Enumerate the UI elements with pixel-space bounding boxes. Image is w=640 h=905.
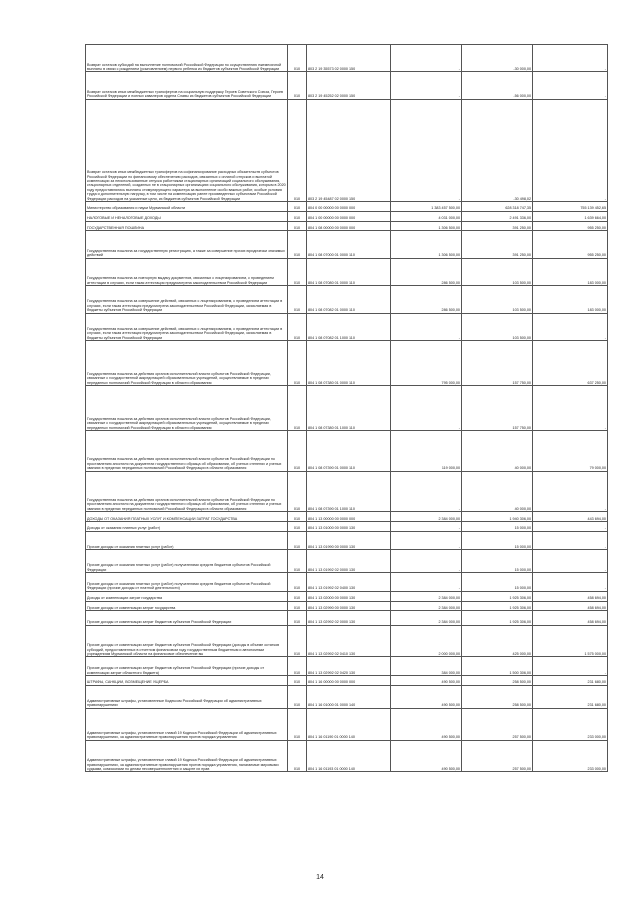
row-name-cell: Прочие доходы от компенсации затрат бюджетов субъектов Российской Федерации: [86, 611, 288, 625]
revenue-table: [85, 44, 608, 772]
row-kbk-cell: 804 1 13 02992 02 0410 130: [307, 625, 391, 657]
row-executed-cell: 425 000,00: [462, 625, 533, 657]
table-row: [86, 471, 608, 512]
row-code-cell: 010: [288, 221, 307, 231]
table-row: [86, 340, 608, 385]
row-name-cell: Прочие доходы от оказания платных услуг (работ) получателями средств бюджетов субъектов Российской Федерации: [86, 550, 288, 573]
row-executed-cell: 15 000,00: [462, 521, 533, 531]
row-executed-cell: 157 750,00: [462, 340, 533, 385]
row-unexecuted-cell: -: [533, 550, 608, 573]
row-name-cell: Возврат остатков иных межбюджетных трансфертов на софинансирование расходных обязательств субъектов Российской Федерации по финансовому обеспечению расходов, связанных с оплатой отпусков и выплатой компенсации за неиспользованные отпуска работникам стационарных организаций социального обслуживания, стационарных отделений, созданных не в стационарных организациях социального обслуживания, которым в 2020 году предоставлялись выплаты стимулирующего характера за выполнение особо важных работ, особые условия труда и дополнительную нагрузку, в том числе на компенсацию ранее произведенных субъектами Российской Федерации расходов на указанные цели, из бюджетов субъектов Российской Федерации: [86, 99, 288, 201]
row-approved-cell: -: [391, 385, 462, 430]
row-executed-cell: 15 000,00: [462, 531, 533, 550]
row-name-cell: Министерство образования и науки Мурманской области: [86, 201, 288, 211]
row-name-cell: Возврат остатков иных межбюджетных трансфертов на социальную поддержку Героев Советского Союза, Героев Российской Федерации и полных кавалеров ордена Славы из бюджетов субъектов Российской Федерации: [86, 72, 288, 99]
row-kbk-cell: 804 1 16 00000 00 0000 000: [307, 676, 391, 686]
row-executed-cell: 391 250,00: [462, 221, 533, 231]
row-name-cell: ГОСУДАРСТВЕННАЯ ПОШЛИНА: [86, 221, 288, 231]
row-approved-cell: 1 306 500,00: [391, 221, 462, 231]
row-kbk-cell: 804 1 13 02000 00 0000 130: [307, 591, 391, 601]
row-code-cell: 010: [288, 657, 307, 676]
row-kbk-cell: 803 2 19 45487 02 0000 150: [307, 99, 391, 201]
table-row: [86, 211, 608, 221]
row-unexecuted-cell: 458 694,00: [533, 591, 608, 601]
table-row: [86, 657, 608, 676]
row-kbk-cell: 804 1 08 07000 01 0000 110: [307, 231, 391, 258]
row-name-cell: ДОХОДЫ ОТ ОКАЗАНИЯ ПЛАТНЫХ УСЛУГ И КОМПЕНСАЦИИ ЗАТРАТ ГОСУДАРСТВА: [86, 512, 288, 522]
row-kbk-cell: 804 1 13 02990 00 0000 130: [307, 601, 391, 611]
row-executed-cell: -30 498,02: [462, 99, 533, 201]
row-code-cell: 010: [288, 201, 307, 211]
row-kbk-cell: 804 1 08 07380 01 1000 110: [307, 385, 391, 430]
row-code-cell: 010: [288, 430, 307, 471]
row-executed-cell: 1 925 306,00: [462, 601, 533, 611]
row-executed-cell: 157 750,00: [462, 385, 533, 430]
row-executed-cell: 1 500 306,00: [462, 657, 533, 676]
table-row: [86, 201, 608, 211]
revenue-table-body: [86, 45, 608, 772]
row-kbk-cell: 804 1 13 02992 02 0420 130: [307, 657, 391, 676]
row-name-cell: Прочие доходы от компенсации затрат бюджетов субъектов Российской Федерации (доходы в объеме остатков субсидий, предоставленных в отчетном финансовом году государственным бюджетным и автономным учреждениям Мурманской области на финансовое обеспечение вы: [86, 625, 288, 657]
row-unexecuted-cell: 183 000,00: [533, 286, 608, 313]
row-approved-cell: -: [391, 72, 462, 99]
row-approved-cell: 2 384 000,00: [391, 601, 462, 611]
row-code-cell: 010: [288, 601, 307, 611]
row-approved-cell: 1 306 500,00: [391, 231, 462, 258]
table-row: [86, 685, 608, 708]
row-kbk-cell: 804 1 16 01000 01 0000 140: [307, 685, 391, 708]
row-code-cell: 010: [288, 676, 307, 686]
row-approved-cell: 286 500,00: [391, 286, 462, 313]
row-approved-cell: -: [391, 573, 462, 592]
table-row: [86, 625, 608, 657]
row-name-cell: ШТРАФЫ, САНКЦИИ, ВОЗМЕЩЕНИЕ УЩЕРБА: [86, 676, 288, 686]
row-code-cell: 010: [288, 685, 307, 708]
row-code-cell: 010: [288, 573, 307, 592]
row-approved-cell: 119 000,00: [391, 430, 462, 471]
table-row: [86, 72, 608, 99]
row-approved-cell: 490 500,00: [391, 708, 462, 740]
row-code-cell: 010: [288, 286, 307, 313]
row-approved-cell: -: [391, 550, 462, 573]
table-row: [86, 286, 608, 313]
row-approved-cell: 2 384 000,00: [391, 611, 462, 625]
row-name-cell: Административные штрафы, установленные главой 19 Кодекса Российской Федерации об административных правонарушениях, за административные правонарушения против порядка управления: [86, 708, 288, 740]
row-unexecuted-cell: 183 000,00: [533, 258, 608, 285]
row-approved-cell: 490 500,00: [391, 676, 462, 686]
table-row: [86, 385, 608, 430]
row-unexecuted-cell: -: [533, 99, 608, 201]
row-code-cell: 010: [288, 471, 307, 512]
row-executed-cell: 103 500,00: [462, 313, 533, 340]
row-approved-cell: -: [391, 99, 462, 201]
row-approved-cell: -: [391, 45, 462, 72]
row-approved-cell: 1 383 457 500,00: [391, 201, 462, 211]
row-unexecuted-cell: 79 000,00: [533, 430, 608, 471]
row-executed-cell: 15 000,00: [462, 573, 533, 592]
row-unexecuted-cell: 231 680,00: [533, 676, 608, 686]
row-executed-cell: 15 000,00: [462, 550, 533, 573]
row-kbk-cell: 803 2 19 35573 02 0000 150: [307, 45, 391, 72]
row-kbk-cell: 803 2 19 45252 02 0000 150: [307, 72, 391, 99]
table-row: [86, 221, 608, 231]
row-executed-cell: 257 500,00: [462, 740, 533, 772]
row-kbk-cell: 804 1 16 01193 01 0000 140: [307, 740, 391, 772]
row-kbk-cell: 804 1 08 07082 01 0000 110: [307, 286, 391, 313]
table-row: [86, 521, 608, 531]
row-name-cell: Прочие доходы от оказания платных услуг (работ) получателями средств бюджетов субъектов Российской Федерации (прочие доходы от платной деятельности): [86, 573, 288, 592]
row-executed-cell: 1 925 306,00: [462, 591, 533, 601]
row-executed-cell: 40 000,00: [462, 471, 533, 512]
row-unexecuted-cell: 1 639 664,00: [533, 211, 608, 221]
table-row: [86, 512, 608, 522]
row-code-cell: 010: [288, 521, 307, 531]
row-kbk-cell: 804 1 08 00000 00 0000 000: [307, 221, 391, 231]
row-unexecuted-cell: -: [533, 657, 608, 676]
row-executed-cell: 391 250,00: [462, 231, 533, 258]
row-kbk-cell: 804 0 00 00000 00 0000 000: [307, 201, 391, 211]
table-row: [86, 708, 608, 740]
page-number: 14: [316, 874, 324, 881]
row-approved-cell: 490 500,00: [391, 685, 462, 708]
row-unexecuted-cell: -: [533, 385, 608, 430]
row-approved-cell: 2 384 000,00: [391, 512, 462, 522]
table-row: [86, 740, 608, 772]
row-kbk-cell: 804 1 13 01000 00 0000 130: [307, 521, 391, 531]
table-row: [86, 573, 608, 592]
row-name-cell: Государственная пошлина за повторную выдачу документов, связанных с лицензированием, с проведением аттестации в случаях, если такая аттестация предусмотрена законодательством Российской Федерации: [86, 258, 288, 285]
row-code-cell: 010: [288, 313, 307, 340]
table-row: [86, 231, 608, 258]
row-unexecuted-cell: 458 694,00: [533, 601, 608, 611]
row-approved-cell: 286 500,00: [391, 258, 462, 285]
row-name-cell: Государственная пошлина за действия органов исполнительной власти субъектов Российской Федерации, связанные с государственной аккредитацией образовательных учреждений, осуществляемые в пределах переданных полномочий Российской Федерации в области образования: [86, 340, 288, 385]
row-kbk-cell: 804 1 13 01992 02 0000 130: [307, 550, 391, 573]
table-row: [86, 591, 608, 601]
row-unexecuted-cell: 955 250,00: [533, 221, 608, 231]
row-unexecuted-cell: 637 250,00: [533, 340, 608, 385]
row-code-cell: 010: [288, 550, 307, 573]
row-code-cell: 010: [288, 740, 307, 772]
table-row: [86, 611, 608, 625]
row-executed-cell: 40 000,00: [462, 430, 533, 471]
row-executed-cell: 2 491 336,00: [462, 211, 533, 221]
row-approved-cell: 2 384 000,00: [391, 591, 462, 601]
row-executed-cell: 103 500,00: [462, 258, 533, 285]
row-approved-cell: 384 000,00: [391, 657, 462, 676]
row-unexecuted-cell: 458 694,00: [533, 611, 608, 625]
row-kbk-cell: 804 1 08 07390 01 1000 110: [307, 471, 391, 512]
row-approved-cell: -: [391, 531, 462, 550]
row-code-cell: 010: [288, 231, 307, 258]
row-executed-cell: 628 318 747,35: [462, 201, 533, 211]
row-unexecuted-cell: 233 000,00: [533, 740, 608, 772]
row-name-cell: Прочие доходы от компенсации затрат государства: [86, 601, 288, 611]
row-name-cell: Государственная пошлина за действия органов исполнительной власти субъектов Российской Федерации по проставлению апостиля на документах государственного образца об образовании, об ученых степенях и ученых званиях в пределах переданных полномочий Российской Федерации в области образования: [86, 471, 288, 512]
row-executed-cell: 103 500,00: [462, 286, 533, 313]
row-code-cell: 010: [288, 45, 307, 72]
row-kbk-cell: 804 1 13 00000 00 0000 000: [307, 512, 391, 522]
row-unexecuted-cell: -: [533, 531, 608, 550]
row-unexecuted-cell: -: [533, 521, 608, 531]
row-name-cell: Прочие доходы от оказания платных услуг (работ): [86, 531, 288, 550]
row-kbk-cell: 804 1 00 00000 00 0000 000: [307, 211, 391, 221]
row-kbk-cell: 804 1 13 01990 00 0000 130: [307, 531, 391, 550]
table-row: [86, 313, 608, 340]
row-approved-cell: 795 000,00: [391, 340, 462, 385]
row-code-cell: 010: [288, 99, 307, 201]
row-code-cell: 010: [288, 591, 307, 601]
row-code-cell: 010: [288, 625, 307, 657]
table-row: [86, 550, 608, 573]
row-name-cell: Государственная пошлина за действия органов исполнительной власти субъектов Российской Федерации по проставлению апостиля на документах государственного образца об образовании, об ученых степенях и ученых званиях в пределах переданных полномочий Российской Федерации в области образования: [86, 430, 288, 471]
row-name-cell: Государственная пошлина за государственную регистрацию, а также за совершение прочих юридически значимых действий: [86, 231, 288, 258]
row-code-cell: 010: [288, 708, 307, 740]
row-unexecuted-cell: 443 694,00: [533, 512, 608, 522]
row-executed-cell: 258 500,00: [462, 685, 533, 708]
row-executed-cell: 257 500,00: [462, 708, 533, 740]
row-unexecuted-cell: 755 139 452,65: [533, 201, 608, 211]
row-name-cell: Государственная пошлина за совершение действий, связанных с лицензированием, с проведением аттестации в случаях, если такая аттестация предусмотрена законодательством Российской Федерации, зачисляемая в бюджеты субъектов Российской Федерации: [86, 313, 288, 340]
table-row: [86, 258, 608, 285]
row-code-cell: 010: [288, 611, 307, 625]
row-unexecuted-cell: -: [533, 45, 608, 72]
row-code-cell: 010: [288, 72, 307, 99]
row-unexecuted-cell: -: [533, 313, 608, 340]
row-unexecuted-cell: 233 000,00: [533, 708, 608, 740]
row-code-cell: 010: [288, 340, 307, 385]
row-approved-cell: -: [391, 471, 462, 512]
row-kbk-cell: 804 1 13 02992 02 0000 130: [307, 611, 391, 625]
row-code-cell: 010: [288, 531, 307, 550]
row-kbk-cell: 804 1 16 01190 01 0000 140: [307, 708, 391, 740]
row-name-cell: Доходы от оказания платных услуг (работ): [86, 521, 288, 531]
row-approved-cell: 4 031 000,00: [391, 211, 462, 221]
row-unexecuted-cell: -: [533, 72, 608, 99]
row-executed-cell: -56 000,00: [462, 72, 533, 99]
row-code-cell: 010: [288, 258, 307, 285]
row-name-cell: Административные штрафы, установленные главой 19 Кодекса Российской Федерации об административных правонарушениях, за административные правонарушения против порядка управления, налагаемые мировыми судьями, комиссиями по делам несовершеннолетних и защите их прав: [86, 740, 288, 772]
row-name-cell: Возврат остатков субсидий на выполнение полномочий Российской Федерации по осуществлению ежемесячной выплаты в связи с рождением (усыновлением) первого ребенка из бюджетов субъектов Российской Федерации: [86, 45, 288, 72]
table-row: [86, 99, 608, 201]
row-approved-cell: -: [391, 521, 462, 531]
row-unexecuted-cell: -: [533, 573, 608, 592]
row-unexecuted-cell: 231 680,00: [533, 685, 608, 708]
row-approved-cell: 490 500,00: [391, 740, 462, 772]
row-approved-cell: 2 000 000,00: [391, 625, 462, 657]
row-kbk-cell: 804 1 13 01992 02 0400 130: [307, 573, 391, 592]
row-kbk-cell: 804 1 08 07380 01 0000 110: [307, 340, 391, 385]
row-unexecuted-cell: 1 575 000,00: [533, 625, 608, 657]
row-code-cell: 010: [288, 385, 307, 430]
row-unexecuted-cell: -: [533, 471, 608, 512]
row-name-cell: Государственная пошлина за совершение действий, связанных с лицензированием, с проведением аттестации в случаях, если такая аттестация предусмотрена законодательством Российской Федерации, зачисляемая в бюджеты субъектов Российской Федерации: [86, 286, 288, 313]
row-kbk-cell: 804 1 08 07082 01 1000 110: [307, 313, 391, 340]
row-kbk-cell: 804 1 08 07080 01 0000 110: [307, 258, 391, 285]
row-approved-cell: -: [391, 313, 462, 340]
row-code-cell: 010: [288, 211, 307, 221]
row-kbk-cell: 804 1 08 07390 01 0000 110: [307, 430, 391, 471]
row-name-cell: Прочие доходы от компенсации затрат бюджетов субъектов Российской Федерации (прочие доходы от компенсации затрат областного бюджета): [86, 657, 288, 676]
row-executed-cell: -30 000,00: [462, 45, 533, 72]
row-name-cell: Доходы от компенсации затрат государства: [86, 591, 288, 601]
row-name-cell: НАЛОГОВЫЕ И НЕНАЛОГОВЫЕ ДОХОДЫ: [86, 211, 288, 221]
table-row: [86, 531, 608, 550]
table-row: [86, 676, 608, 686]
row-executed-cell: 1 925 306,00: [462, 611, 533, 625]
row-code-cell: 010: [288, 512, 307, 522]
budget-table-sheet: [85, 44, 606, 772]
table-row: [86, 45, 608, 72]
table-row: [86, 430, 608, 471]
table-row: [86, 601, 608, 611]
row-executed-cell: 258 500,00: [462, 676, 533, 686]
row-name-cell: Государственная пошлина за действия органов исполнительной власти субъектов Российской Федерации, связанные с государственной аккредитацией образовательных учреждений, осуществляемые в пределах переданных полномочий Российской Федерации в области образования: [86, 385, 288, 430]
row-unexecuted-cell: 955 250,00: [533, 231, 608, 258]
row-name-cell: Административные штрафы, установленные Кодексом Российской Федерации об административных правонарушениях: [86, 685, 288, 708]
row-executed-cell: 1 940 306,00: [462, 512, 533, 522]
